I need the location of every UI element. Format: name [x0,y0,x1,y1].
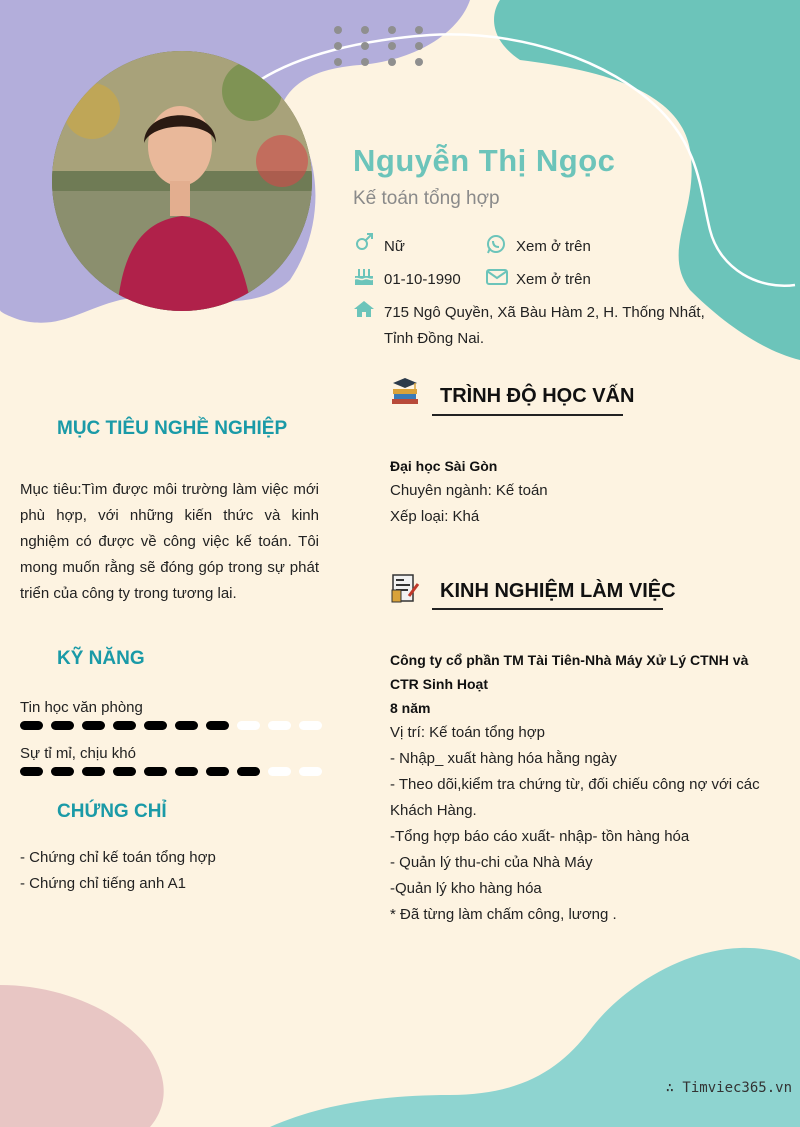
skill-dot-filled [113,721,136,730]
phone-value: Xem ở trên [516,238,591,255]
birthday-value: 01-10-1990 [384,271,461,288]
skill-level-bar [20,721,322,730]
skill-dot-filled [51,767,74,776]
graduation-books-icon [389,377,421,414]
skill-dot-filled [206,767,229,776]
grade: Xếp loại: Khá [390,508,480,525]
home-icon [353,300,375,323]
experience-line: -Tổng hợp báo cáo xuất- nhập- tồn hàng hóa [390,828,690,845]
candidate-name: Nguyễn Thị Ngọc [353,143,616,178]
email-value: Xem ở trên [516,271,591,288]
avatar [52,51,312,311]
skill-dot-filled [20,721,43,730]
experience-line: - Nhập_ xuất hàng hóa hằng ngày [390,750,617,767]
skill-dot-filled [144,767,167,776]
experience-underline [432,608,663,610]
skill-dot-empty [299,767,322,776]
skill-dot-empty [299,721,322,730]
major: Chuyên ngành: Kế toán [390,482,548,499]
skill-name: Sự tỉ mỉ, chịu khó [20,745,136,762]
objective-heading: MỤC TIÊU NGHỀ NGHIỆP [57,418,288,439]
gender-value: Nữ [384,238,405,255]
watermark: ∴ Timviec365.vn [665,1080,792,1096]
skill-dot-filled [51,721,74,730]
skill-dot-filled [144,721,167,730]
birthday-cake-icon [353,266,375,291]
experience-list [390,720,770,928]
skill-name: Tin học văn phòng [20,699,143,716]
skill-dot-filled [82,721,105,730]
experience-line: Khách Hàng. [390,802,477,819]
work-document-icon [389,572,421,609]
job-title: Kế toán tổng hợp [353,188,500,209]
skill-dot-filled [20,767,43,776]
certificates-heading: CHỨNG CHỈ [57,801,167,822]
company-name-line-2: CTR Sinh Hoạt [390,676,488,692]
bottom-teal-blob [270,948,800,1127]
experience-line: * Đã từng làm chấm công, lương . [390,906,617,923]
experience-line: - Theo dõi,kiểm tra chứng từ, đối chiếu công nợ với các [390,776,760,793]
skill-level-bar [20,767,322,776]
address-line-2: Tỉnh Đồng Nai. [384,330,485,347]
experience-line: - Quản lý thu-chi của Nhà Máy [390,854,593,871]
skill-dot-filled [82,767,105,776]
education-underline [432,414,623,416]
pink-blob [0,985,164,1127]
school-name: Đại học Sài Gòn [390,458,498,474]
whatsapp-icon [486,234,506,259]
skill-dot-filled [237,767,260,776]
gender-icon [354,233,374,258]
objective-text: Mục tiêu:Tìm được môi trường làm việc mới phù hợp, với những kiến thức và kinh nghiệm có được về công việc kế toán. Tôi mong muốn rằng sẽ đóng góp trong sự phát triển của công ty trong tương lai. [20,481,319,602]
work-duration: 8 năm [390,700,431,716]
certificate-item: - Chứng chỉ kế toán tổng hợp [20,849,216,866]
certificate-item: - Chứng chỉ tiếng anh A1 [20,875,186,892]
company-name-line-1: Công ty cổ phần TM Tài Tiên-Nhà Máy Xử Lý CTNH và [390,652,749,668]
skill-dot-filled [206,721,229,730]
experience-line: -Quản lý kho hàng hóa [390,880,542,897]
skill-dot-filled [175,721,198,730]
email-icon [486,268,508,291]
education-heading: TRÌNH ĐỘ HỌC VẤN [440,385,635,407]
skill-dot-filled [175,767,198,776]
experience-line: Vị trí: Kế toán tổng hợp [390,724,545,741]
skills-heading: KỸ NĂNG [57,648,145,669]
experience-heading: KINH NGHIỆM LÀM VIỆC [440,580,676,602]
skill-dot-empty [268,721,291,730]
skill-dot-filled [113,767,136,776]
skill-dot-empty [237,721,260,730]
skill-dot-empty [268,767,291,776]
address-line-1: 715 Ngô Quyền, Xã Bàu Hàm 2, H. Thống Nhất, [384,304,705,321]
